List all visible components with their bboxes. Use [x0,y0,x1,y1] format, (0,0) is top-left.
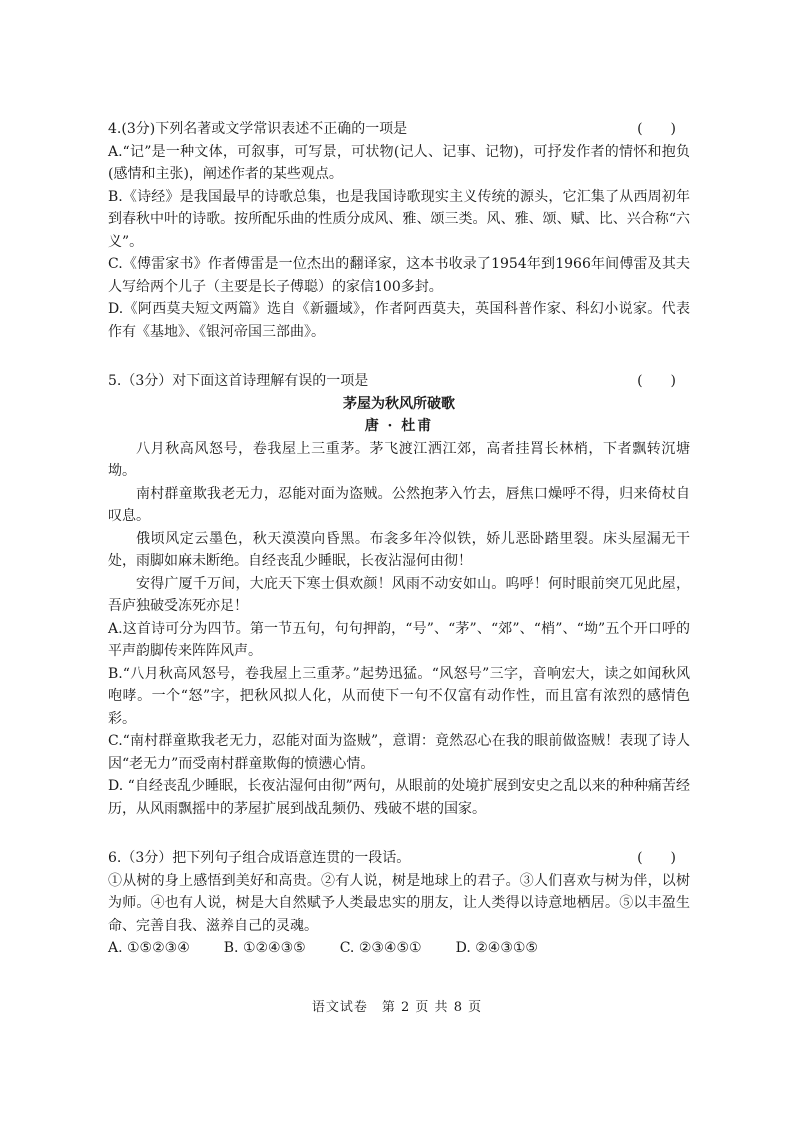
poem-stanza-3: 俄顷风定云墨色，秋天漠漠向昏黑。布衾多年冷似铁，娇儿恶卧踏里裂。床头屋漏无干处，雨脚如麻未断绝。自经丧乱少睡眠，长夜沾湿何由彻！ [108,530,690,569]
q6-header [108,847,690,870]
exam-page [108,118,690,960]
q5-option-a: A.这首诗可分为四节。第一节五句，句句押韵，“号”、“茅”、“郊”、“梢”、“坳”五个开口呼的平声韵脚传来阵阵风声。 [108,620,690,659]
q4-option-a: A.“记”是一种文体，可叙事，可写景，可状物(记人、记事、记物)，可抒发作者的情怀和抱负(感情和主张)，阐述作者的某些观点。 [108,143,690,182]
poem-title: 茅屋为秋风所破歌 [343,395,455,412]
q4-option-c: C.《傅雷家书》作者傅雷是一位杰出的翻译家，这本书收录了1954年到1966年间傅雷及其夫人写给两个儿子（主要是长子傅聪）的家信100多封。 [108,256,690,295]
poem-stanza-4: 安得广厦千万间，大庇天下寒士俱欢颜！风雨不动安如山。呜呼！何时眼前突兀见此屋，吾庐独破受冻死亦足！ [108,575,690,614]
page-footer: 语文试卷 第 2 页 共 8 页 [311,1000,483,1015]
q5-option-b: B.“八月秋高风怒号，卷我屋上三重茅。”起势迅猛。“风怒号”三字，音响宏大，读之如闻秋风咆哮。一个“怒”字，把秋风拟人化，从而使下一句不仅富有动作性，而且富有浓烈的感情色彩。 [108,665,690,727]
q6-option-a: A. ①⑤②③④ [108,940,190,956]
q5-stem: 5.（3分）对下面这首诗理解有误的一项是 [108,373,369,389]
q4-option-d: D.《阿西莫夫短文两篇》选自《新疆域》，作者阿西莫夫，英国科普作家、科幻小说家。代表作有《基地》、《银河帝国三部曲》。 [108,301,690,340]
q5-option-c: C.“南村群童欺我老无力，忍能对面为盗贼”，意谓：竟然忍心在我的眼前做盗贼！表现了诗人因“老无力”而受南村群童欺侮的愤懑心情。 [108,733,690,772]
q6-stem: 6.（3分）把下列句子组合成语意连贯的一段话。 [108,850,411,866]
q5-header [108,370,690,393]
q5-answer-bracket: ( ) [637,373,676,389]
q4-option-b: B.《诗经》是我国最早的诗歌总集，也是我国诗歌现实主义传统的源头，它汇集了从西周初年到春秋中叶的诗歌。按所配乐曲的性质分成风、雅、颂三类。风、雅、颂、赋、比、兴合称“六义”。 [108,188,690,250]
poem-stanza-2: 南村群童欺我老无力，忍能对面为盗贼。公然抱茅入竹去，唇焦口燥呼不得，归来倚杖自叹息。 [108,485,690,524]
poem-stanza-1: 八月秋高风怒号，卷我屋上三重茅。茅飞渡江洒江郊，高者挂罥长林梢，下者飘转沉塘坳。 [108,440,690,479]
q4-stem: 4.(3分)下列名著或文学常识表述不正确的一项是 [108,121,408,137]
q4-answer-bracket: ( ) [637,121,676,137]
q4-header [108,118,690,141]
q6-options [108,937,690,960]
q6-answer-bracket: ( ) [637,850,676,866]
poem-author: 唐 · 杜甫 [364,418,434,434]
q6-option-b: B. ①②④③⑤ [223,940,306,956]
q6-sentences: ①从树的身上感悟到美好和高贵。②有人说，树是地球上的君子。③人们喜欢与树为伴，以树为师。④也有人说，树是大自然赋予人类最忠实的朋友，让人类得以诗意地栖居。⑤以丰盈生命、完善自我、滋养自己的灵魂。 [108,872,690,934]
q6-option-c: C. ②③④⑤① [339,940,422,956]
q6-option-d: D. ②④③①⑤ [455,940,538,956]
q5-option-d: D. “自经丧乱少睡眠，长夜沾湿何由彻”两句，从眼前的处境扩展到安史之乱以来的种种痛苦经历，从风雨飘摇中的茅屋扩展到战乱频仍、残破不堪的国家。 [108,778,690,817]
